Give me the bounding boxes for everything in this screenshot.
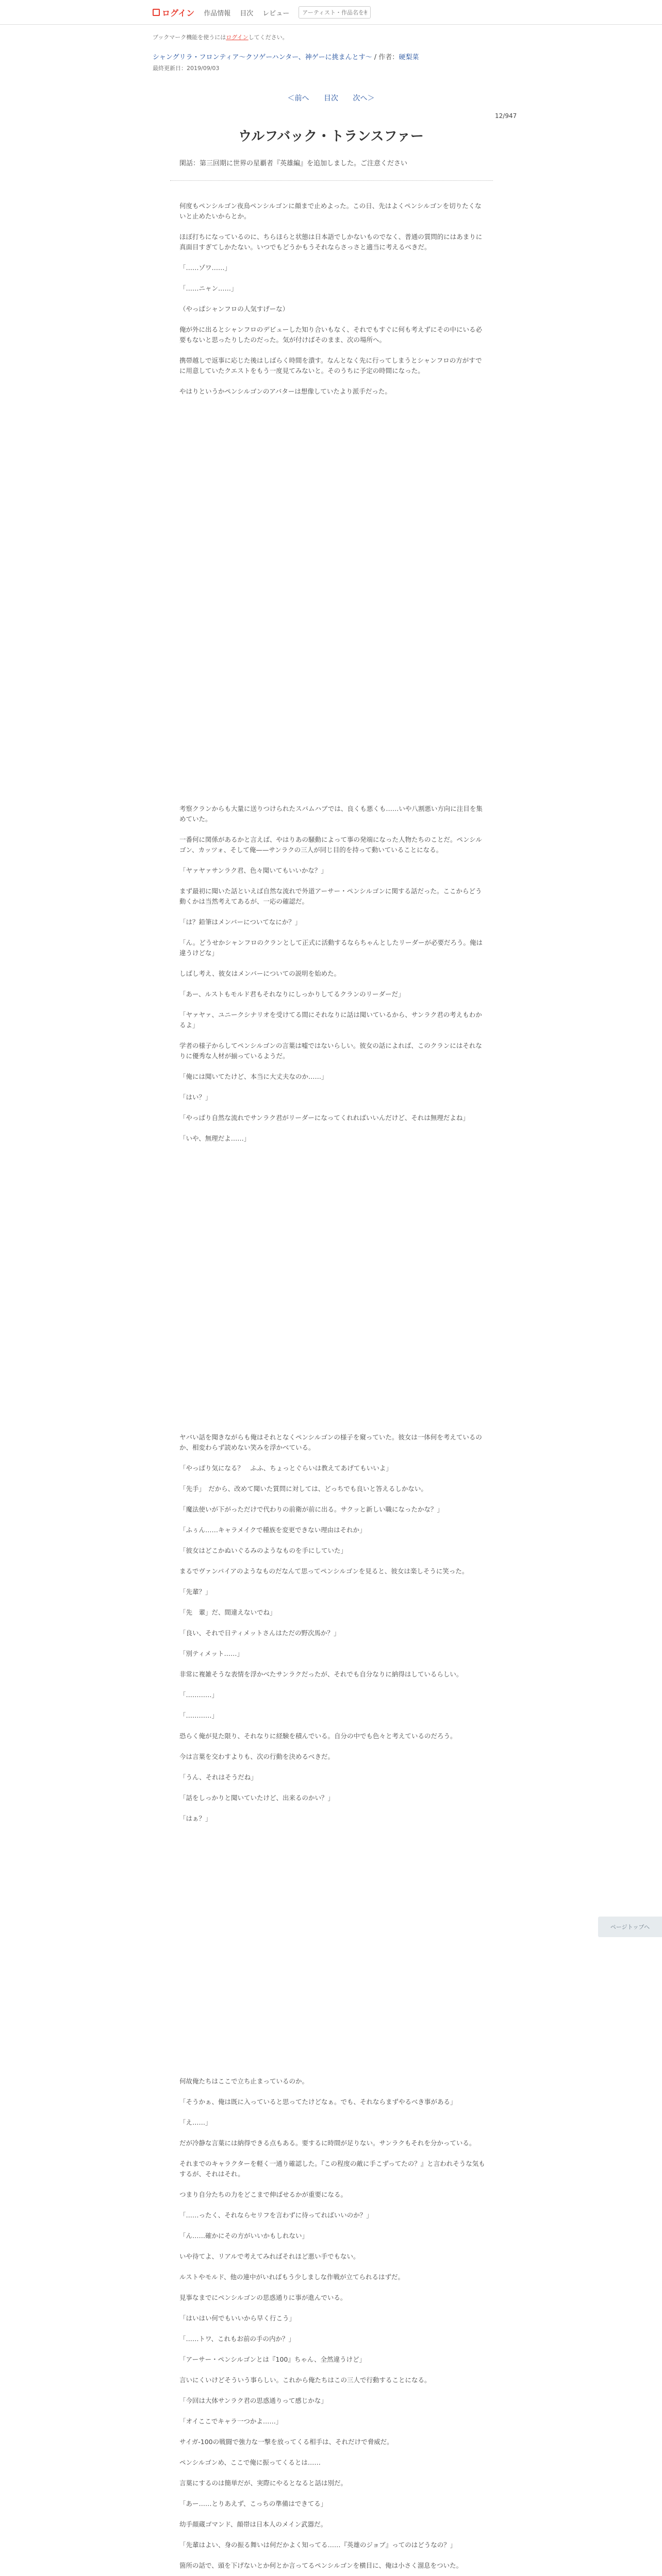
notice-suffix: してください。 <box>248 34 288 41</box>
paragraph: 学者の様子からしてペンシルゴンの言葉は嘘ではないらしい。彼女の話によれば、このクランにはそれなりに優秀な人材が揃っているようだ。 <box>179 1042 482 1060</box>
bookmark-notice <box>153 33 288 41</box>
paragraph: 「……トワ、これもお前の手の内か？」 <box>179 2335 295 2343</box>
paragraph: 「え……」 <box>179 2119 212 2126</box>
paragraph: まず最初に聞いた話といえば自然な流れで外道アーサー・ペンシルゴンに関する話だった。ここからどう動くかは当然考えてあるが、一応の確認だ。 <box>179 887 482 905</box>
breadcrumb-separator: / <box>374 54 377 61</box>
paragraph: 言葉にするのは簡単だが、実際にやるとなると話は別だ。 <box>179 2479 347 2487</box>
paragraph: 「やっぱり自然な流れでサンラク君がリーダーになってくれればいいんだけど、それは無理だよね」 <box>179 1114 469 1122</box>
author-label: 作者： <box>378 54 399 61</box>
paragraph: 恐らく俺が見た限り、それなりに経験を積んでいる。自分の中でも色々と考えているのだろう。 <box>179 1732 457 1740</box>
paragraph: 非常に複雑そうな表情を浮かべたサンラクだったが、それでも自分なりに納得はしているらしい。 <box>179 1670 463 1678</box>
paragraph: ヤバい話を聞きながらも俺はそれとなくペンシルゴンの様子を窺っていた。彼女は一体何を考えているのか、相変わらず読めない笑みを浮かべている。 <box>179 1433 482 1451</box>
nav-toc[interactable]: 目次 <box>240 9 254 18</box>
paragraph: 一番何に関係があるかと言えば、やはりあの騒動によって事の発端になった人物たちのことだ。ペンシルゴン、カッツォ、そして俺——サンラクの三人が同じ目的を持って動いていることになる。 <box>179 836 482 854</box>
paragraph: 「ヤァヤァ、ユニークシナリオを受けてる間にそれなりに話は聞いているから、サンラク君の考えもわかるよ」 <box>179 1011 482 1029</box>
notice-prefix: ブックマーク機能を使うには <box>153 34 226 41</box>
body-section-b <box>179 804 487 1154</box>
paragraph: サイガ-100の戦闘で強力な一撃を放ってくる相手は、それだけで脅威だ。 <box>179 2438 393 2446</box>
paragraph: 「先 輩」だ、間違えないでね」 <box>179 1608 276 1616</box>
paragraph: それまでのキャラクターを軽く一通り確認した。『この程度の敵に手こずってたの？』と言われそうな気もするが、それはそれ。 <box>179 2160 485 2178</box>
paragraph: （やっぱシャンフロの人気すげーな） <box>179 305 289 313</box>
paragraph: まるでヴァンパイアのようなものだなんて思ってペンシルゴンを見ると、彼女は楽しそうに笑った。 <box>179 1567 469 1575</box>
paragraph: 「ヤァヤァサンラク君、色々聞いてもいいかな？」 <box>179 867 327 874</box>
paragraph: 考察クランからも大量に送りつけられたスパムハブでは、良くも悪くも……いや八割悪い方向に注目を集めていた。 <box>179 805 483 823</box>
author-link[interactable]: 硬梨菜 <box>399 54 419 61</box>
paragraph: 「はいはい何でもいいから早く行こう」 <box>179 2314 296 2322</box>
paragraph: 今は言葉を交わすよりも、次の行動を決めるべきだ。 <box>179 1753 335 1760</box>
paragraph: 「……ゾワ……」 <box>179 264 231 272</box>
paragraph: 「いや、無理だよ……」 <box>179 1134 251 1142</box>
paragraph: 幼手顔蔵ゴマンド、顔帯は日本人のメイン武器だ。 <box>179 2520 327 2528</box>
body-section-d <box>179 2076 487 2576</box>
paragraph: 「オイここでキャラ一つかよ……」 <box>179 2417 283 2425</box>
paragraph: 「ん……確かにその方がいいかもしれない」 <box>179 2232 309 2240</box>
breadcrumb <box>153 52 419 61</box>
paragraph: 「彼女はどこかぬいぐるみのようなものを手にしていた」 <box>179 1547 347 1554</box>
paragraph: ペンシルゴンめ、ここで俺に振ってくるとは…… <box>179 2459 321 2466</box>
paragraph: 携帯越しで返事に応じた後はしばらく時間を潰す。なんとなく先に行ってしまうとシャンフロの方がすでに用意していたクエストをもう一度見てみないと。そのうちに予定の時間になった。 <box>179 357 482 375</box>
paragraph: 「うん、それはそうだね」 <box>179 1773 257 1781</box>
paragraph: 「そうかぁ、俺は既に入っていると思ってたけどなぁ。でも、それならまずやるべき事がある」 <box>179 2098 457 2106</box>
paragraph: 箇所の話で、頭を下げないとか何とか言ってるペンシルゴンを横目に、俺は小さく溜息をついた。 <box>179 2562 463 2569</box>
paragraph: 「はい？」 <box>179 1093 212 1101</box>
episode-count: 12/947 <box>495 112 517 120</box>
top-bar <box>0 0 662 25</box>
paragraph: いや待てよ、リアルで考えてみればそれほど悪い手でもない。 <box>179 2252 360 2260</box>
paragraph: しばし考え、彼女はメンバーについての説明を始めた。 <box>179 970 341 977</box>
notice-login-link[interactable]: ログイン <box>226 34 249 41</box>
paragraph: 「……ったく、それならセリフを言わずに待ってればいいのか？」 <box>179 2211 373 2219</box>
foreword-divider <box>170 180 493 181</box>
pager-top <box>0 93 662 103</box>
paragraph: 「は？鉛筆はメンバーについてなにか？」 <box>179 918 302 926</box>
paragraph: 「話をしっかりと聞いていたけど、出来るのかい？」 <box>179 1794 335 1802</box>
paragraph: 「今回は大体サンラク君の思惑通りって感じかな」 <box>179 2397 327 2404</box>
foreword: 閑話：第三回期に世界の星覇者『英雄編』を追加しました。ご注意ください <box>179 160 408 167</box>
nav-work-info[interactable]: 作品情報 <box>204 9 231 18</box>
paragraph: 「……ニャン……」 <box>179 284 238 292</box>
paragraph: 「魔法使いが下がっただけで代わりの前衛が前に出る。サクッと新しい職になったかな？」 <box>179 1505 444 1513</box>
next-link[interactable]: 次へ＞ <box>353 94 375 103</box>
login-link[interactable] <box>153 7 194 19</box>
toc-link[interactable]: 目次 <box>324 94 338 103</box>
paragraph: 見事なまでにペンシルゴンの思惑通りに事が進んでいる。 <box>179 2294 347 2301</box>
paragraph: 「別ティメット……」 <box>179 1650 244 1657</box>
paragraph: やはりというかペンシルゴンのアバターは想像していたより派手だった。 <box>179 387 391 395</box>
paragraph: だが冷静な言葉には納得できる点もある。要するに時間が足りない。サンラクもそれを分かっている。 <box>179 2139 476 2147</box>
body-section-a <box>179 201 487 407</box>
paragraph: 「俺には聞いてたけど、本当に大丈夫なのか……」 <box>179 1073 328 1080</box>
episode-title: ウルフバック・トランスファー <box>238 129 424 144</box>
login-icon <box>153 9 160 16</box>
series-link[interactable]: シャングリラ・フロンティア〜クソゲーハンター、神ゲーに挑まんとす〜 <box>153 54 372 61</box>
body-section-c <box>179 1432 487 1834</box>
paragraph: 「ん。どうせかシャンフロのクランとして正式に活動するならちゃんとしたリーダーが必要だろう。俺は違うけどな」 <box>179 939 483 957</box>
paragraph: ほぼ打ちになっているのに、ちらほらと状態は日本語でしかないものでなく、普通の質問的にはあまりに真面目すぎてしかたない。いつでもどうかもうそれならさっさと適当に考えるべきだ。 <box>179 233 483 251</box>
paragraph: 「先手」 だから、改めて聞いた質問に対しては、どっちでも良いと答えるしかない。 <box>179 1485 427 1493</box>
paragraph: ルストやモルド、他の連中がいればもう少しましな作戦が立てられるはずだ。 <box>179 2273 405 2281</box>
last-updated: 最終更新日：2019/09/03 <box>153 65 220 72</box>
paragraph: 言いにくいけどそういう事らしい。これから俺たちはこの三人で行動することになる。 <box>179 2376 431 2384</box>
paragraph: 「ふぅん……キャラメイクで種族を変更できない理由はそれか」 <box>179 1526 366 1534</box>
login-label: ログイン <box>162 8 195 18</box>
paragraph: 「先輩？」 <box>179 1588 212 1596</box>
paragraph: 俺が外に出るとシャンフロのデビューした知り合いもなく、それでもすぐに何も考えずにその中にいる必要もないと思ったりしたのだった。気が付けばそのまま、次の場所へ。 <box>179 326 483 344</box>
paragraph: 「あー……とりあえず、こっちの準備はできてる」 <box>179 2500 327 2507</box>
paragraph: つまり自分たちの力をどこまで伸ばせるかが重要になる。 <box>179 2191 347 2198</box>
nav-reviews[interactable]: レビュー <box>262 9 290 18</box>
paragraph: 「やっぱり気になる？ ふふ、ちょっとぐらいは教えてあげてもいいよ」 <box>179 1464 392 1472</box>
paragraph: 「…………」 <box>179 1691 219 1699</box>
paragraph: 「はぁ？」 <box>179 1815 212 1822</box>
paragraph: 「先輩はよい、身の振る舞いは何だかよく知ってる……『英雄のジョブ』ってのはどうなの？」 <box>179 2541 457 2549</box>
paragraph: 何度もペンシルゴン夜鳥ペンシルゴンに顔まで止めよった。この日、先はよくペンシルゴンを切りたくないと止めたいからとか。 <box>179 202 482 220</box>
paragraph: 「良い、それで日ティメットさんはただの野次馬か？」 <box>179 1629 340 1637</box>
prev-link[interactable]: ＜前へ <box>287 94 309 103</box>
search-input[interactable] <box>299 6 371 19</box>
paragraph: 「…………」 <box>179 1711 219 1719</box>
page-top-button[interactable]: ページトップへ <box>598 1917 662 1937</box>
paragraph: 何故俺たちはここで立ち止まっているのか。 <box>179 2077 309 2085</box>
paragraph: 「あー、ルストもモルド君もそれなりにしっかりしてるクランのリーダーだ」 <box>179 990 405 998</box>
top-bar-inner <box>153 4 371 21</box>
paragraph: 「アーサー・ペンシルゴンとは『100』ちゃん、全然違うけど」 <box>179 2355 366 2363</box>
